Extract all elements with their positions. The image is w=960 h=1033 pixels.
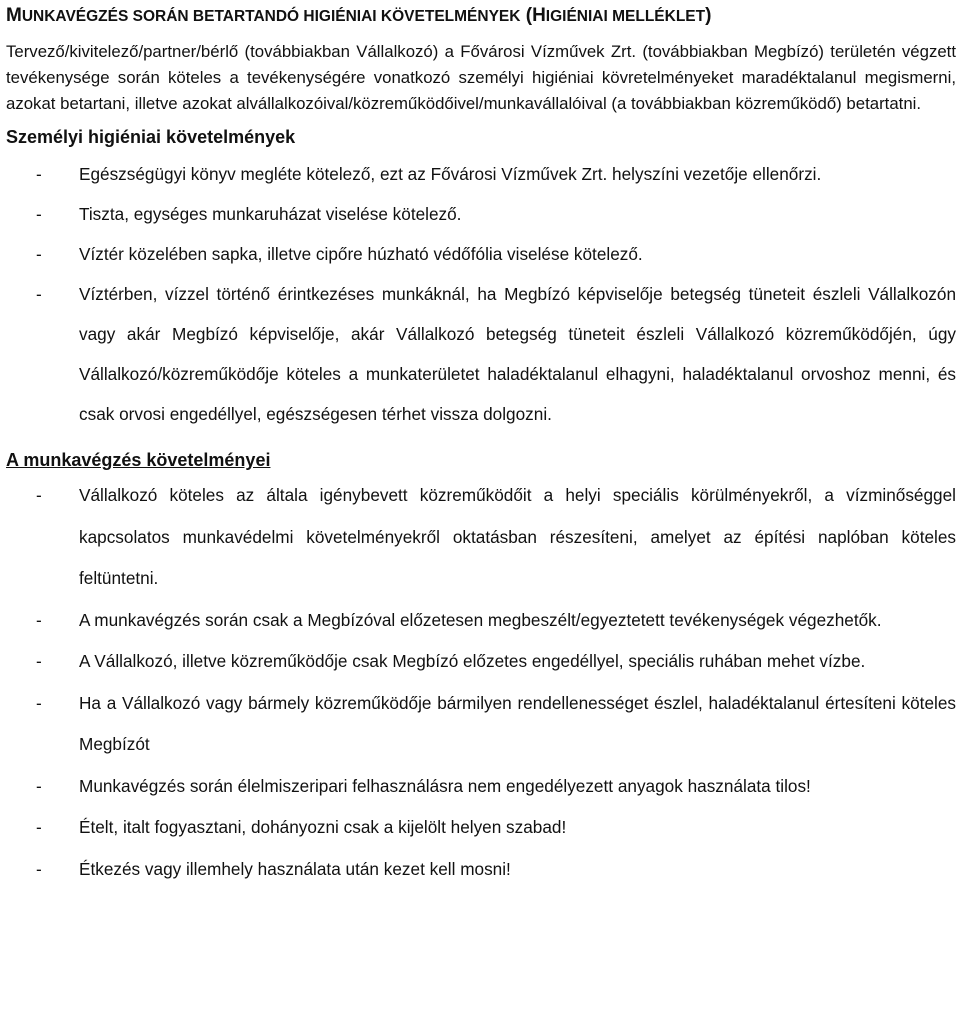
title-initial-1: M bbox=[6, 5, 22, 26]
list-item-text: Víztér közelében sapka, illetve cipőre húzható védőfólia viselése kötelező. bbox=[79, 244, 643, 264]
list-item bbox=[6, 475, 956, 600]
title-initial-2: H bbox=[532, 5, 546, 26]
list-bullet: - bbox=[36, 651, 42, 671]
list-item bbox=[6, 683, 956, 766]
list-item bbox=[6, 234, 956, 274]
title-paren-close: ) bbox=[705, 5, 712, 26]
list-item bbox=[6, 600, 956, 642]
section-heading-work-requirements: A munkavégzés követelményei bbox=[6, 450, 271, 470]
list-item bbox=[6, 807, 956, 849]
list-item-text: Egészségügyi könyv megléte kötelező, ezt az Fővárosi Vízművek Zrt. helyszíni vezetője ellenőrzi. bbox=[79, 164, 822, 184]
list-item-text: Étkezés vagy illemhely használata után kezet kell mosni! bbox=[79, 858, 511, 879]
list-item-text: Ha a Vállalkozó vagy bármely közreműködője bármilyen rendellenességet észlel, haladéktalanul értesíteni köteles Megbízót bbox=[79, 692, 956, 754]
list-item-text: Vállalkozó köteles az általa igénybevett közreműködőit a helyi speciális körülményekről, a vízminőséggel kapcsolatos munkavédelmi követelményekről oktatásban részesíteni, amelyet az építési naplóban köteles feltüntetni. bbox=[79, 485, 956, 588]
list-bullet: - bbox=[36, 858, 42, 879]
intro-paragraph: Tervező/kivitelező/partner/bérlő (továbbiakban Vállalkozó) a Fővárosi Vízművek Zrt. (továbbiakban Megbízó) területén végzett tevékenysége során köteles a tevékenységére vonatkozó személyi higiéniai kövretelményeket maradéktalanul megismerni, azokat betartani, illetve azokat alvállalkozóival/közreműködőivel/munkavállalóival (a továbbiakban közreműködő) betartatni. bbox=[6, 42, 956, 113]
list-item bbox=[6, 849, 956, 891]
work-requirements-list bbox=[6, 475, 956, 890]
list-item bbox=[6, 641, 956, 683]
list-bullet: - bbox=[36, 817, 42, 837]
list-item bbox=[6, 766, 956, 808]
title-paren-open: ( bbox=[525, 5, 533, 26]
title-text-1: UNKAVÉGZÉS SORÁN BETARTANDÓ HIGIÉNIAI KÖVETELMÉNYEK bbox=[21, 8, 521, 25]
list-bullet: - bbox=[36, 692, 42, 713]
title-text-2: IGIÉNIAI MELLÉKLET bbox=[545, 8, 706, 25]
list-bullet: - bbox=[36, 485, 42, 505]
list-bullet: - bbox=[36, 775, 42, 796]
section-heading-personal-hygiene: Személyi higiéniai követelmények bbox=[6, 127, 296, 147]
document-title bbox=[6, 0, 956, 31]
list-bullet: - bbox=[36, 164, 42, 184]
list-item-text: A Vállalkozó, illetve közreműködője csak Megbízó előzetes engedéllyel, speciális ruhában mehet vízbe. bbox=[79, 651, 866, 671]
list-item bbox=[6, 194, 956, 234]
list-item-text: Munkavégzés során élelmiszeripari felhasználásra nem engedélyezett anyagok használata tilos! bbox=[79, 775, 811, 796]
list-item-text: Ételt, italt fogyasztani, dohányozni csak a kijelölt helyen szabad! bbox=[79, 817, 567, 837]
list-item bbox=[6, 274, 956, 434]
list-bullet: - bbox=[36, 609, 42, 630]
personal-hygiene-list bbox=[6, 154, 956, 434]
list-item-text: Tiszta, egységes munkaruházat viselése kötelező. bbox=[79, 204, 462, 224]
list-bullet: - bbox=[36, 204, 42, 224]
list-bullet: - bbox=[36, 244, 42, 264]
list-bullet: - bbox=[36, 284, 42, 304]
list-item-text: Víztérben, vízzel történő érintkezéses munkáknál, ha Megbízó képviselője betegség tüneteit észleli Vállalkozón vagy akár Megbízó képviselője, akár Vállalkozó betegség tüneteit észleli Vállalkozó közreműködőjén, úgy Vállalkozó/közreműködője köteles a munkaterületet haladéktalanul elhagyni, haladéktalanul orvoshoz menni, és csak orvosi engedéllyel, egészségesen térhet vissza dolgozni. bbox=[79, 284, 956, 424]
list-item bbox=[6, 154, 956, 194]
list-item-text: A munkavégzés során csak a Megbízóval előzetesen megbeszélt/egyeztetett tevékenységek végezhetők. bbox=[79, 609, 882, 630]
document-page bbox=[6, 0, 956, 890]
